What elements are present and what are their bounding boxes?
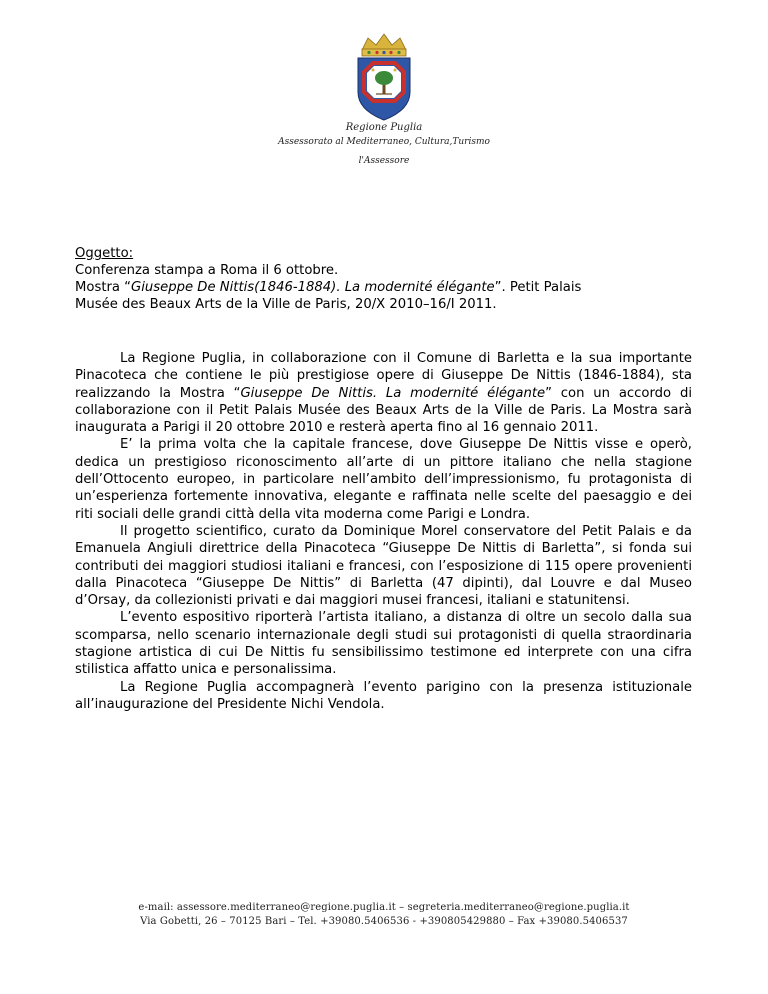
subject-block — [75, 245, 705, 313]
body-text — [75, 350, 692, 713]
footer-email: e-mail: assessore.mediterraneo@regione.puglia.it – segreteria.mediterraneo@regione.puglia.it — [138, 902, 630, 913]
subject-label: Oggetto: — [75, 246, 134, 261]
paragraph-1: La Regione Puglia, in collaborazione con il Comune di Barletta e la sua importante Pinacoteca che contiene le più prestigiose opere di Giuseppe De Nittis (1846-1884), sta realizzando la Mostra “Giuseppe De Nittis. La modernité élégante” con un accordo di collaborazione con il Petit Palais Musée des Beaux Arts de la Ville de Paris. La Mostra sarà inaugurata a Parigi il 20 ottobre 2010 e resterà aperta fino al 16 gennaio 2011. — [75, 351, 692, 436]
subject-line-2: Mostra “Giuseppe De Nittis(1846-1884). La modernité élégante”. Petit Palais — [75, 280, 582, 295]
paragraph-3: Il progetto scientifico, curato da Dominique Morel conservatore del Petit Palais e da Emanuela Angiuli direttrice della Pinacoteca “Giuseppe De Nittis di Barletta”, si fonda sui contributi dei maggiori studiosi italiani e francesi, con l’esposizione di 115 opere provenienti dalla Pinacoteca “Giuseppe De Nittis” di Barletta (47 dipinti), dal Louvre e dal Museo d’Orsay, da collezionisti privati e dai maggiori musei francesi, italiani e statunitensi. — [75, 523, 692, 609]
regione-puglia-coat-of-arms-icon — [346, 30, 422, 122]
subject-line-3: Musée des Beaux Arts de la Ville de Paris, 20/X 2010–16/I 2011. — [75, 297, 497, 312]
paragraph-4: L’evento espositivo riporterà l’artista italiano, a distanza di oltre un secolo dalla sua scomparsa, nello scenario internazionale degli studi sui protagonisti di quella straordinaria stagione artistica di cui De Nittis fu sensibilissimo testimone ed interprete con una cifra stilistica affatto unica e personalissima. — [75, 610, 692, 678]
letterhead-department: Assessorato al Mediterraneo, Cultura,Turismo — [278, 137, 490, 147]
letterhead-role: l'Assessore — [358, 156, 410, 166]
subject-line-1: Conferenza stampa a Roma il 6 ottobre. — [75, 263, 339, 278]
letterhead-region: Regione Puglia — [345, 122, 423, 133]
paragraph-5: La Regione Puglia accompagnerà l’evento parigino con la presenza istituzionale all’inaugurazione del Presidente Nichi Vendola. — [75, 679, 692, 712]
footer-address: Via Gobetti, 26 – 70125 Bari – Tel. +39080.5406536 - +390805429880 – Fax +39080.5406537 — [140, 916, 628, 927]
paragraph-2: E’ la prima volta che la capitale francese, dove Giuseppe De Nittis visse e operò, dedica un prestigioso riconoscimento all’arte di un pittore italiano che nella stagione dell’Ottocento europeo, in particolare nell’ambito dell’impressionismo, fu protagonista di un’esperienza fortemente innovativa, elegante e raffinata nelle scelte del paesaggio e dei riti sociali delle grandi città della vita moderna come Parigi e Londra. — [75, 437, 692, 522]
